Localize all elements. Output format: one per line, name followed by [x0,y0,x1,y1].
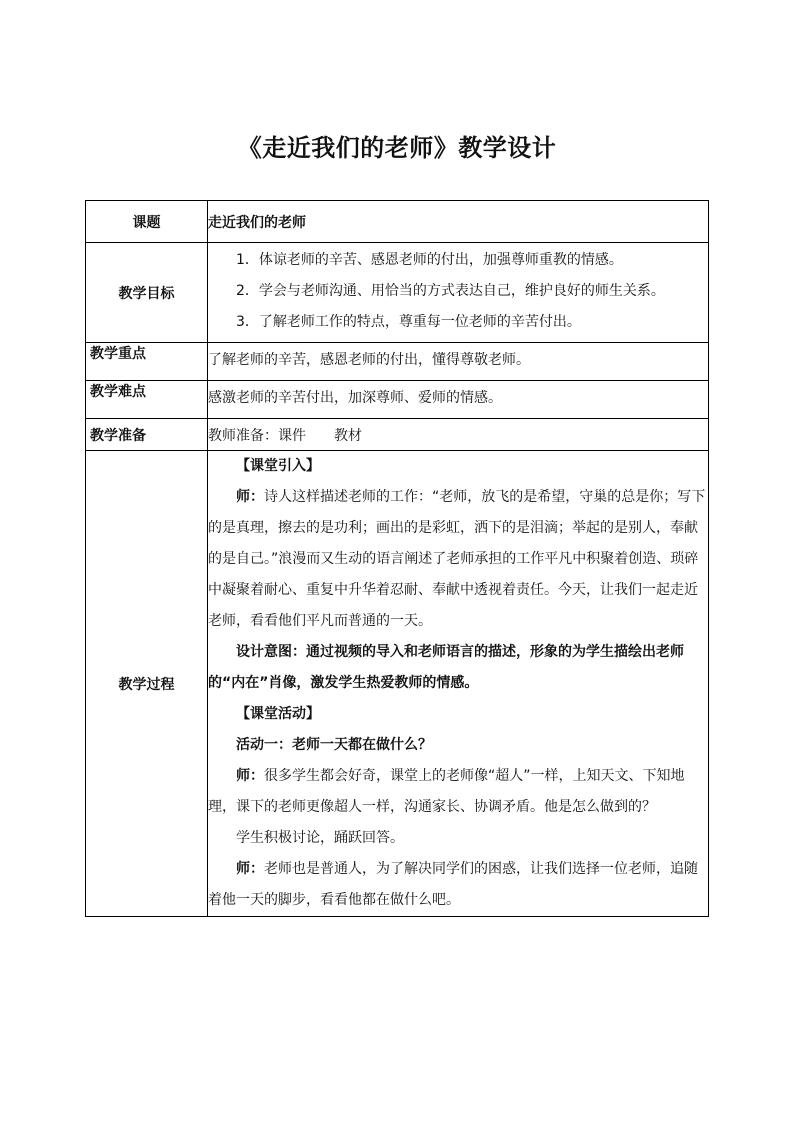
teacher-text-1: 很多学生都会好奇，课堂上的老师像“超人”一样，上知天文、下知地理，课下的老师更像超人一样，沟通家长、协调矛盾。他是怎么做到的？ [208,768,685,815]
goals-content [208,243,709,343]
preparation-text: 教师准备：课件 教材 [208,427,362,444]
activity-one-title: 活动一：老师一天都在做什么？ [236,737,432,753]
goals-label: 教学目标 [86,243,208,343]
intro-speaker: 师： [236,489,264,505]
difficulties-value [208,381,709,419]
row-difficulties [86,381,709,419]
intro-text: 诗人这样描述老师的工作：“老师，放飞的是希望，守巢的总是你；写下的是真理，擦去的是功利；画出的是彩虹，洒下的是泪滴；举起的是别人，奉献的是自己。”浪漫而又生动的语言阐述了老师承担的工作平凡中积聚着创造、琐碎中凝聚着耐心、重复中升华着忍耐、奉献中透视着责任。今天，让我们一起走近老师，看看他们平凡而普通的一天。 [208,489,706,629]
key-points-text: 了解老师的辛苦，感恩老师的付出，懂得尊敬老师。 [208,352,530,368]
document-title: 《走近我们的老师》教学设计 [237,134,557,162]
topic-value [208,201,709,243]
activity-heading: 【课堂活动】 [236,706,320,722]
teacher-paragraph-2 [208,854,708,916]
process-content [208,451,709,917]
speaker-2: 师： [236,861,264,877]
row-key-points [86,343,709,381]
design-intent: 设计意图：通过视频的导入和老师语言的描述，形象的为学生描绘出老师的“内在”肖像，激发学生热爱教师的情感。 [208,644,684,691]
goal-item: 2．学会与老师沟通、用恰当的方式表达自己，维护良好的师生关系。 [236,283,665,299]
intro-paragraph [208,482,708,637]
goal-item: 1．体谅老师的辛苦、感恩老师的付出，加强尊师重教的情感。 [236,252,623,268]
row-topic [86,201,709,243]
goal-item: 3．了解老师工作的特点，尊重每一位老师的辛苦付出。 [236,314,581,330]
key-points-label: 教学重点 [86,343,208,381]
preparation-label: 教学准备 [86,419,208,451]
process-label: 教学过程 [86,451,208,917]
preparation-value [208,419,709,451]
teacher-paragraph-1 [208,761,708,823]
topic-text: 走近我们的老师 [208,214,306,231]
difficulties-text: 感激老师的辛苦付出，加深尊师、爱师的情感。 [208,390,502,406]
speaker-1: 师： [236,768,264,784]
key-points-value [208,343,709,381]
intro-heading: 【课堂引入】 [236,458,320,474]
teacher-text-2: 老师也是普通人，为了解决同学们的困惑，让我们选择一位老师，追随着他一天的脚步，看看他都在做什么吧。 [208,861,698,908]
difficulties-label: 教学难点 [86,381,208,419]
row-process [86,451,709,917]
row-preparation [86,419,709,451]
topic-label: 课题 [86,201,208,243]
students-paragraph: 学生积极讨论，踊跃回答。 [236,830,404,846]
row-goals [86,243,709,343]
lesson-plan-table [85,200,709,917]
